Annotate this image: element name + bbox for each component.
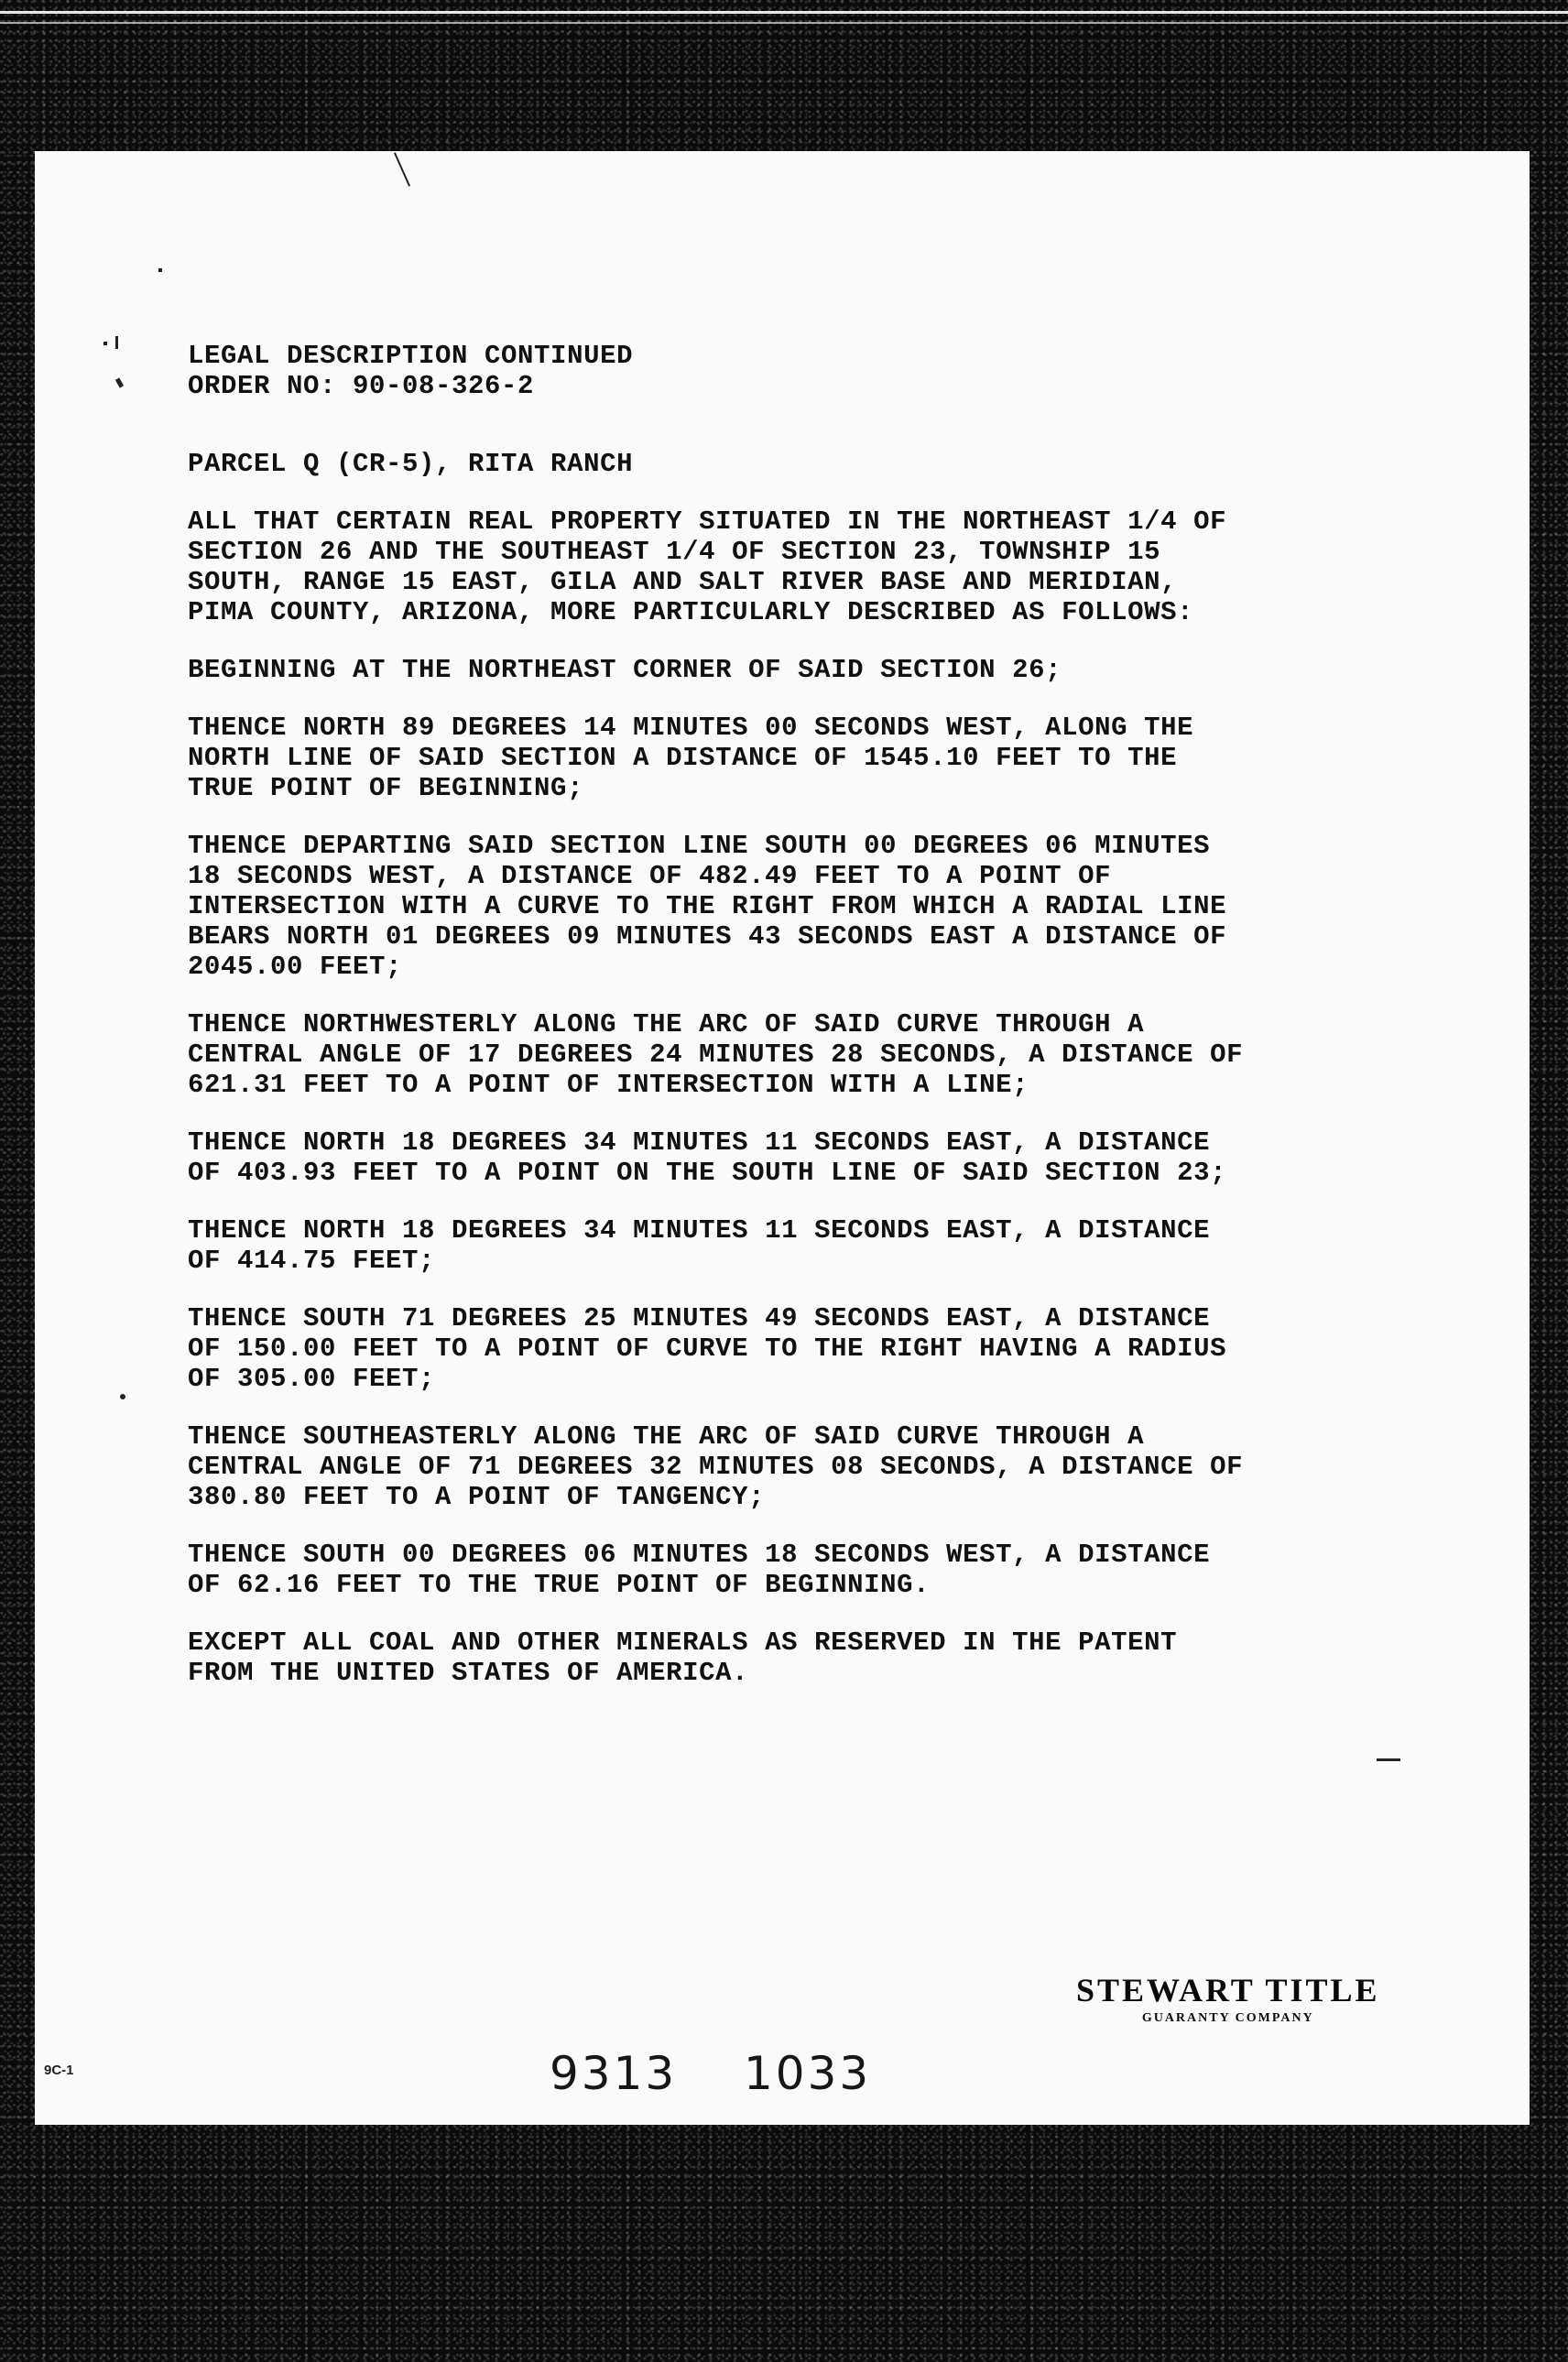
title-company-stamp [1076, 1971, 1380, 2026]
scan-speck [120, 1394, 125, 1399]
paragraph: THENCE NORTH 18 DEGREES 34 MINUTES 11 SECONDS EAST, A DISTANCE OF 403.93 FEET TO A POINT ON THE SOUTH LINE OF SAID SECTION 23; [188, 1127, 1227, 1188]
paragraph: THENCE SOUTH 00 DEGREES 06 MINUTES 18 SECONDS WEST, A DISTANCE OF 62.16 FEET TO THE TRUE POINT OF BEGINNING. [188, 1540, 1211, 1600]
scan-speck [115, 336, 118, 349]
scan-top-rule [0, 11, 1568, 14]
paragraph: THENCE SOUTH 71 DEGREES 25 MINUTES 49 SECONDS EAST, A DISTANCE OF 150.00 FEET TO A POINT OF CURVE TO THE RIGHT HAVING A RADIUS OF 305.00 FEET; [188, 1303, 1227, 1394]
scan-speck [394, 152, 410, 186]
scan-speck [158, 268, 162, 272]
company-name: STEWART TITLE [1076, 1972, 1380, 2008]
paragraph: EXCEPT ALL COAL AND OTHER MINERALS AS RESERVED IN THE PATENT FROM THE UNITED STATES OF AMERICA. [188, 1627, 1178, 1688]
scan-speck [115, 377, 124, 387]
legal-description [188, 341, 1397, 1688]
scan-speck [1377, 1758, 1400, 1761]
paragraph: BEGINNING AT THE NORTHEAST CORNER OF SAID SECTION 26; [188, 655, 1062, 685]
paragraph: THENCE DEPARTING SAID SECTION LINE SOUTH 00 DEGREES 06 MINUTES 18 SECONDS WEST, A DISTANCE OF 482.49 FEET TO A POINT OF INTERSECTION WITH A CURVE TO THE RIGHT FROM WHICH A RADIAL LINE BEARS NORTH 01 DEGREES 09 MINUTES 43 SECONDS EAST A DISTANCE OF 2045.00 FEET; [188, 831, 1227, 982]
paragraph: THENCE SOUTHEASTERLY ALONG THE ARC OF SAID CURVE THROUGH A CENTRAL ANGLE OF 71 DEGREES 32 MINUTES 08 SECONDS, A DISTANCE OF 380.80 FEET TO A POINT OF TANGENCY; [188, 1421, 1244, 1512]
scan-speck [103, 342, 107, 345]
document-title: LEGAL DESCRIPTION CONTINUED [188, 341, 634, 371]
paragraph: THENCE NORTH 18 DEGREES 34 MINUTES 11 SECONDS EAST, A DISTANCE OF 414.75 FEET; [188, 1215, 1211, 1276]
parcel-title: PARCEL Q (CR-5), RITA RANCH [188, 449, 634, 479]
paragraph: THENCE NORTHWESTERLY ALONG THE ARC OF SAID CURVE THROUGH A CENTRAL ANGLE OF 17 DEGREES 24 MINUTES 28 SECONDS, A DISTANCE OF 621.31 FEET TO A POINT OF INTERSECTION WITH A LINE; [188, 1009, 1244, 1100]
paragraph: ALL THAT CERTAIN REAL PROPERTY SITUATED IN THE NORTHEAST 1/4 OF SECTION 26 AND THE SOUTHEAST 1/4 OF SECTION 23, TOWNSHIP 15 SOUTH, RANGE 15 EAST, GILA AND SALT RIVER BASE AND MERIDIAN, PIMA COUNTY, ARIZONA, MORE PARTICULARLY DESCRIBED AS FOLLOWS: [188, 506, 1227, 627]
scan-top-rule-2 [0, 22, 1568, 24]
recording-book-number: 9313 [550, 2047, 678, 2100]
company-subtitle: GUARANTY COMPANY [1141, 2011, 1314, 2025]
form-code: 9C-1 [44, 2063, 74, 2078]
recording-page-number: 1033 [744, 2047, 872, 2100]
order-number: ORDER NO: 90-08-326-2 [188, 371, 535, 401]
paragraph: THENCE NORTH 89 DEGREES 14 MINUTES 00 SECONDS WEST, ALONG THE NORTH LINE OF SAID SECTION A DISTANCE OF 1545.10 FEET TO THE TRUE POINT OF BEGINNING; [188, 713, 1194, 803]
